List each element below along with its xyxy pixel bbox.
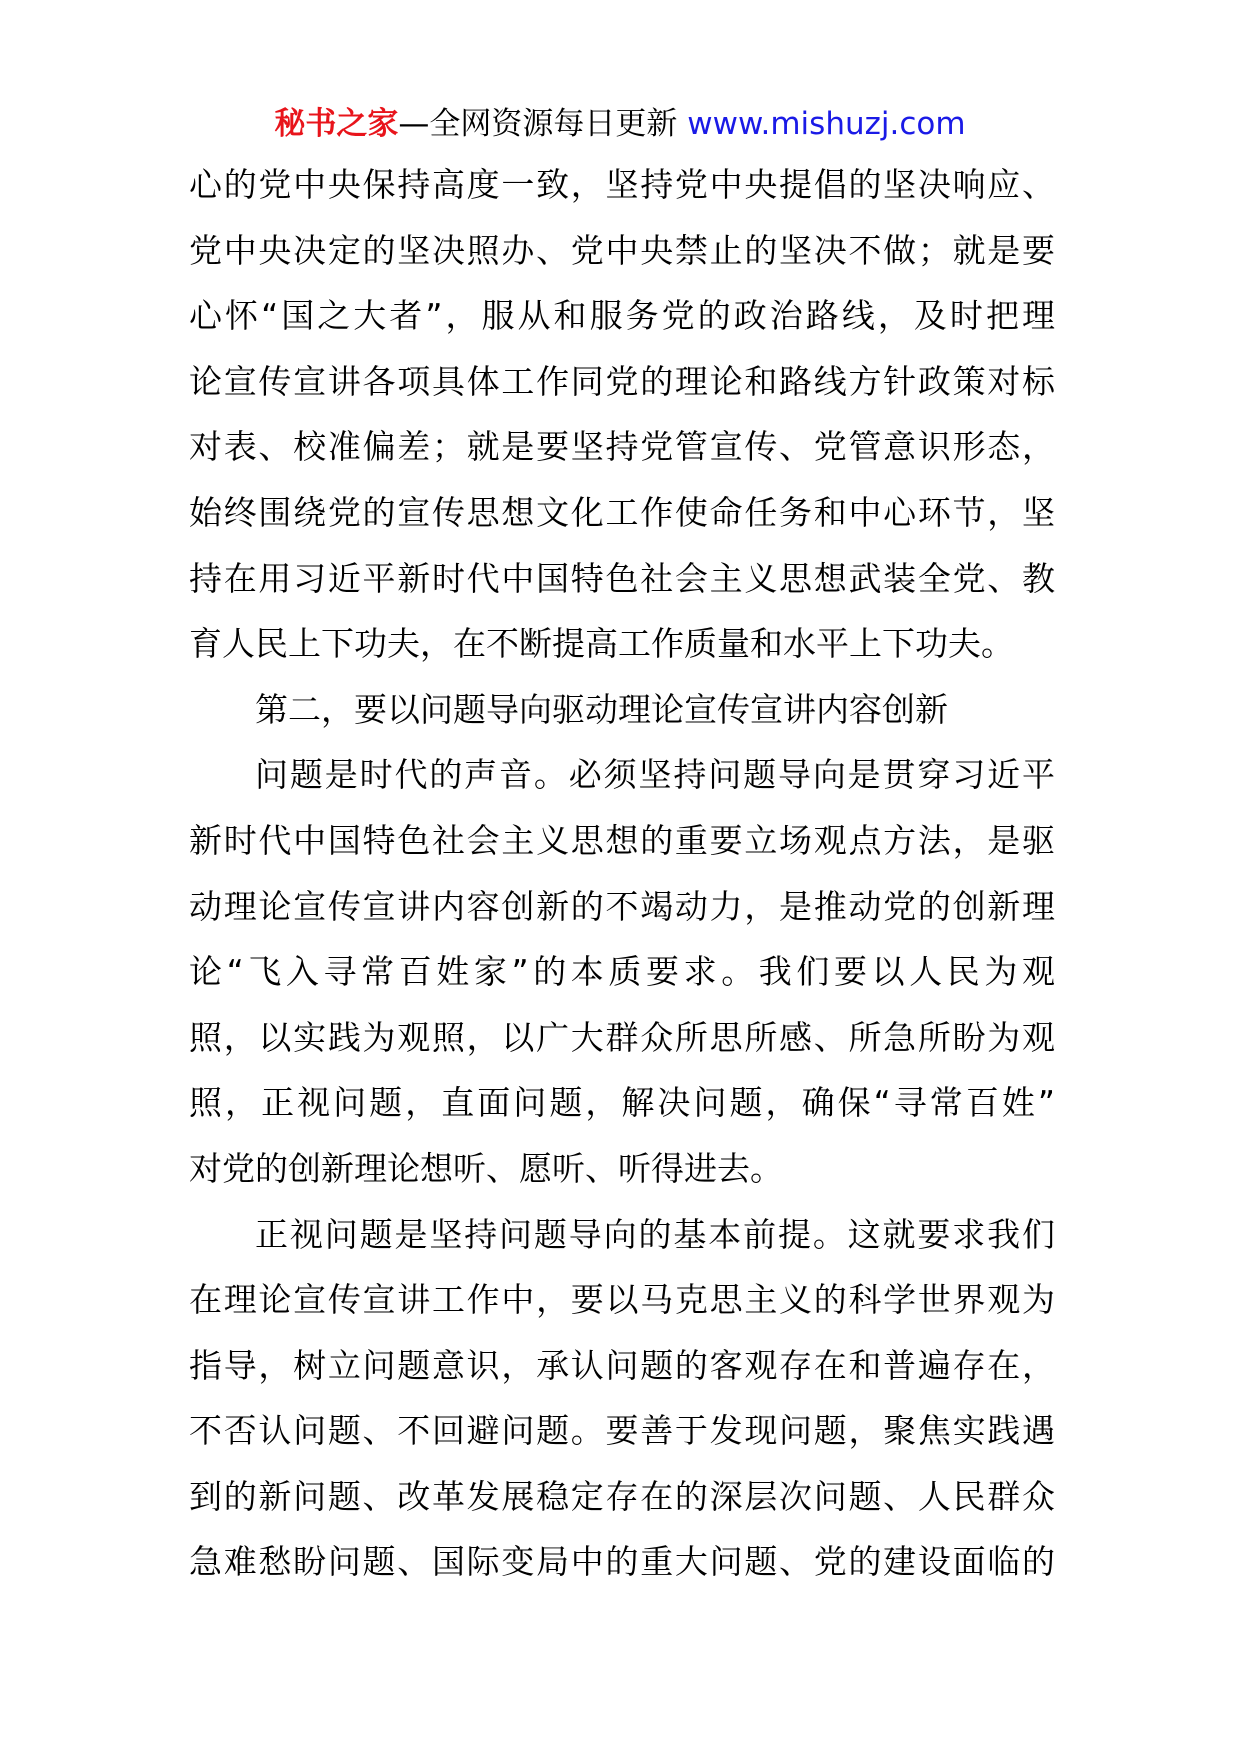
body-line: 育人民上下功夫，在不断提高工作质量和水平上下功夫。 (189, 624, 1014, 664)
body-line: 心的党中央保持高度一致，坚持党中央提倡的坚决响应、 (189, 165, 1055, 204)
body-line: 持在用习近平新时代中国特色社会主义思想武装全党、教 (189, 558, 1055, 598)
site-url-link[interactable]: www.mishuzj.com (687, 106, 966, 142)
body-line: 党中央决定的坚决照办、党中央禁止的坚决不做；就是要 (189, 230, 1055, 270)
body-line: 在理论宣传宣讲工作中，要以马克思主义的科学世界观为 (189, 1280, 1055, 1320)
body-line: 照，以实践为观照，以广大群众所思所感、所急所盼为观 (189, 1017, 1055, 1057)
body-line: 论“飞入寻常百姓家”的本质要求。我们要以人民为观 (189, 952, 1055, 992)
body-line: 动理论宣传宣讲内容创新的不竭动力，是推动党的创新理 (189, 886, 1055, 926)
brand-name: 秘书之家 (274, 106, 399, 142)
body-line: 照，正视问题，直面问题，解决问题，确保“寻常百姓” (189, 1083, 1055, 1123)
body-line: 新时代中国特色社会主义思想的重要立场观点方法，是驱 (189, 820, 1055, 860)
body-line: 对表、校准偏差；就是要坚持党管宣传、党管意识形态， (189, 427, 1055, 467)
body-line: 问题是时代的声音。必须坚持问题导向是贯穿习近平 (255, 755, 1055, 795)
body-line: 正视问题是坚持问题导向的基本前提。这就要求我们 (255, 1214, 1055, 1254)
body-line: 心怀“国之大者”，服从和服务党的政治路线，及时把理 (189, 296, 1055, 336)
page-header (0, 100, 1240, 148)
header-tagline: —全网资源每日更新 (398, 106, 688, 142)
body-line: 指导，树立问题意识，承认问题的客观存在和普遍存在， (189, 1345, 1055, 1385)
body-line: 对党的创新理论想听、愿听、听得进去。 (189, 1148, 783, 1188)
body-line: 急难愁盼问题、国际变局中的重大问题、党的建设面临的 (189, 1542, 1055, 1582)
body-line: 始终围绕党的宣传思想文化工作使命任务和中心环节，坚 (189, 492, 1055, 532)
document-body (189, 152, 1055, 1595)
body-line: 论宣传宣讲各项具体工作同党的理论和路线方针政策对标 (189, 361, 1055, 401)
section-heading: 第二，要以问题导向驱动理论宣传宣讲内容创新 (255, 689, 948, 729)
body-line: 不否认问题、不回避问题。要善于发现问题，聚焦实践遇 (189, 1411, 1055, 1451)
body-line: 到的新问题、改革发展稳定存在的深层次问题、人民群众 (189, 1476, 1055, 1516)
